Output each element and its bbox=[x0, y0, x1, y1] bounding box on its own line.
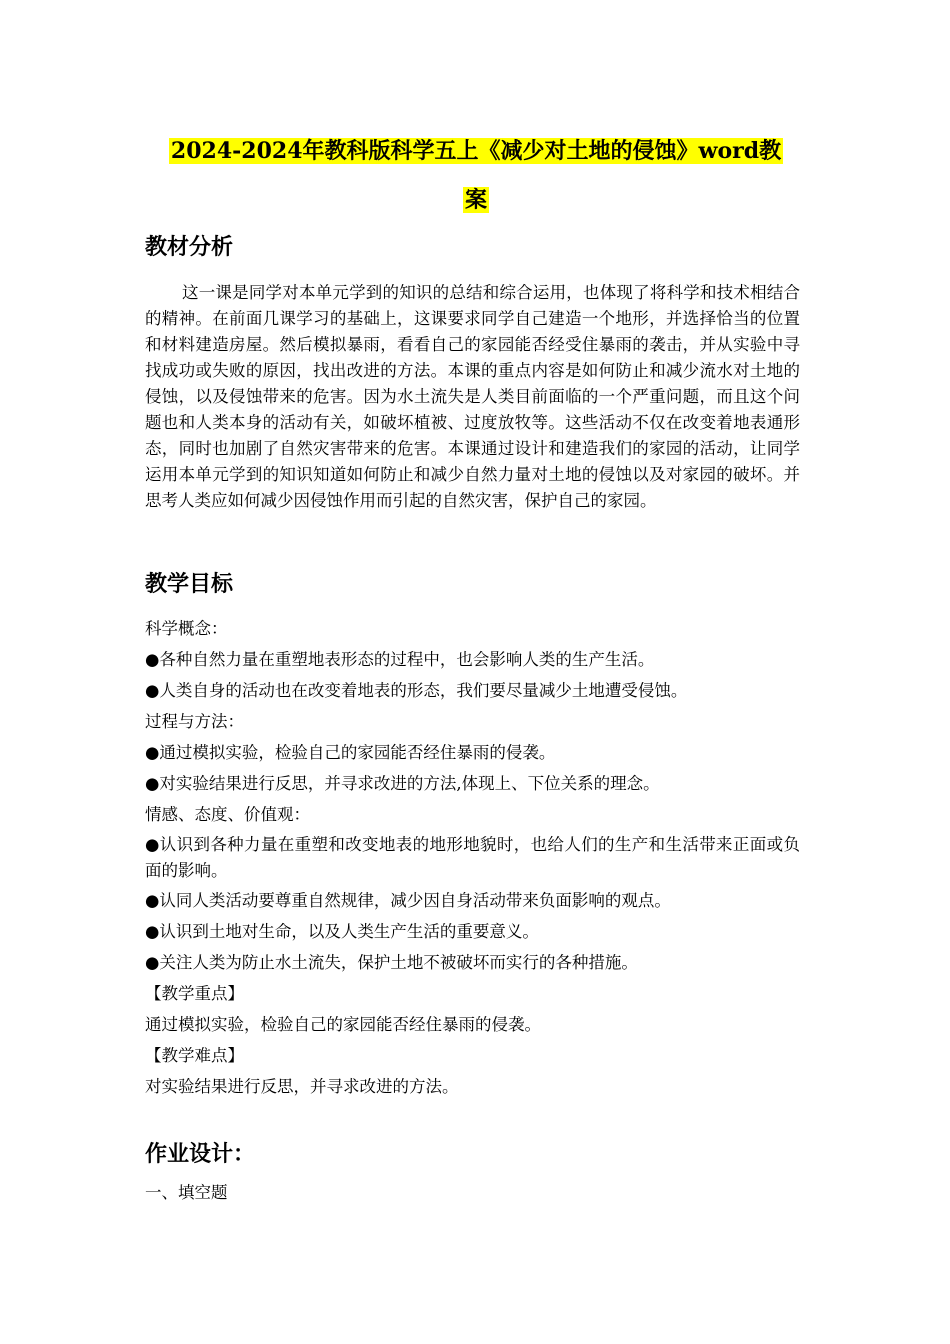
concept-item-1: ●各种自然力量在重塑地表形态的过程中，也会影响人类的生产生活。 bbox=[145, 650, 655, 669]
goals-heading: 教学目标 bbox=[145, 572, 234, 597]
document-title-line-1: 2024-2024年教科版科学五上《减少对土地的侵蚀》word教 bbox=[170, 138, 782, 164]
difficult-point-text: 对实验结果进行反思，并寻求改进的方法。 bbox=[145, 1077, 459, 1096]
document-title-line-2: 案 bbox=[464, 187, 487, 213]
homework-heading: 作业设计： bbox=[145, 1142, 256, 1167]
emotion-label: 情感、态度、价值观： bbox=[145, 805, 310, 824]
homework-item-1: 一、填空题 bbox=[145, 1183, 228, 1202]
key-point-label: 【教学重点】 bbox=[145, 984, 244, 1003]
difficult-point-label: 【教学难点】 bbox=[145, 1046, 244, 1065]
process-label: 过程与方法： bbox=[145, 712, 244, 731]
concept-item-2: ●人类自身的活动也在改变着地表的形态，我们要尽量减少土地遭受侵蚀。 bbox=[145, 681, 688, 700]
emotion-item-1: ●认识到各种力量在重塑和改变地表的地形地貌时，也给人们的生产和生活带来正面或负面的影响。 bbox=[145, 835, 800, 880]
emotion-item-2: ●认同人类活动要尊重自然规律，减少因自身活动带来负面影响的观点。 bbox=[145, 891, 671, 910]
key-point-text: 通过模拟实验，检验自己的家园能否经住暴雨的侵袭。 bbox=[145, 1015, 541, 1034]
emotion-item-4: ●关注人类为防止水土流失，保护土地不被破坏而实行的各种措施。 bbox=[145, 953, 638, 972]
analysis-heading: 教材分析 bbox=[145, 235, 234, 260]
concept-label: 科学概念： bbox=[145, 619, 228, 638]
process-item-1: ●通过模拟实验，检验自己的家园能否经住暴雨的侵袭。 bbox=[145, 743, 556, 762]
process-item-2: ●对实验结果进行反思，并寻求改进的方法,体现上、下位关系的理念。 bbox=[145, 774, 660, 793]
analysis-paragraph: 这一课是同学对本单元学到的知识的总结和综合运用，也体现了将科学和技术相结合的精神。在前面几课学习的基础上，这课要求同学自己建造一个地形，并选择恰当的位置和材料建造房屋。然后模拟暴雨，看看自己的家园能否经受住暴雨的袭击，并从实验中寻找成功或失败的原因，找出改进的方法。本课的重点内容是如何防止和减少流水对土地的侵蚀，以及侵蚀带来的危害。因为水土流失是人类目前面临的一个严重问题，而且这个问题也和人类本身的活动有关，如破坏植被、过度放牧等。这些活动不仅在改变着地表通形态，同时也加剧了自然灾害带来的危害。本课通过设计和建造我们的家园的活动，让同学运用本单元学到的知识知道如何防止和减少自然力量对土地的侵蚀以及对家园的破坏。并思考人类应如何减少因侵蚀作用而引起的自然灾害，保护自己的家园。 bbox=[145, 283, 800, 510]
emotion-item-3: ●认识到土地对生命，以及人类生产生活的重要意义。 bbox=[145, 922, 539, 941]
